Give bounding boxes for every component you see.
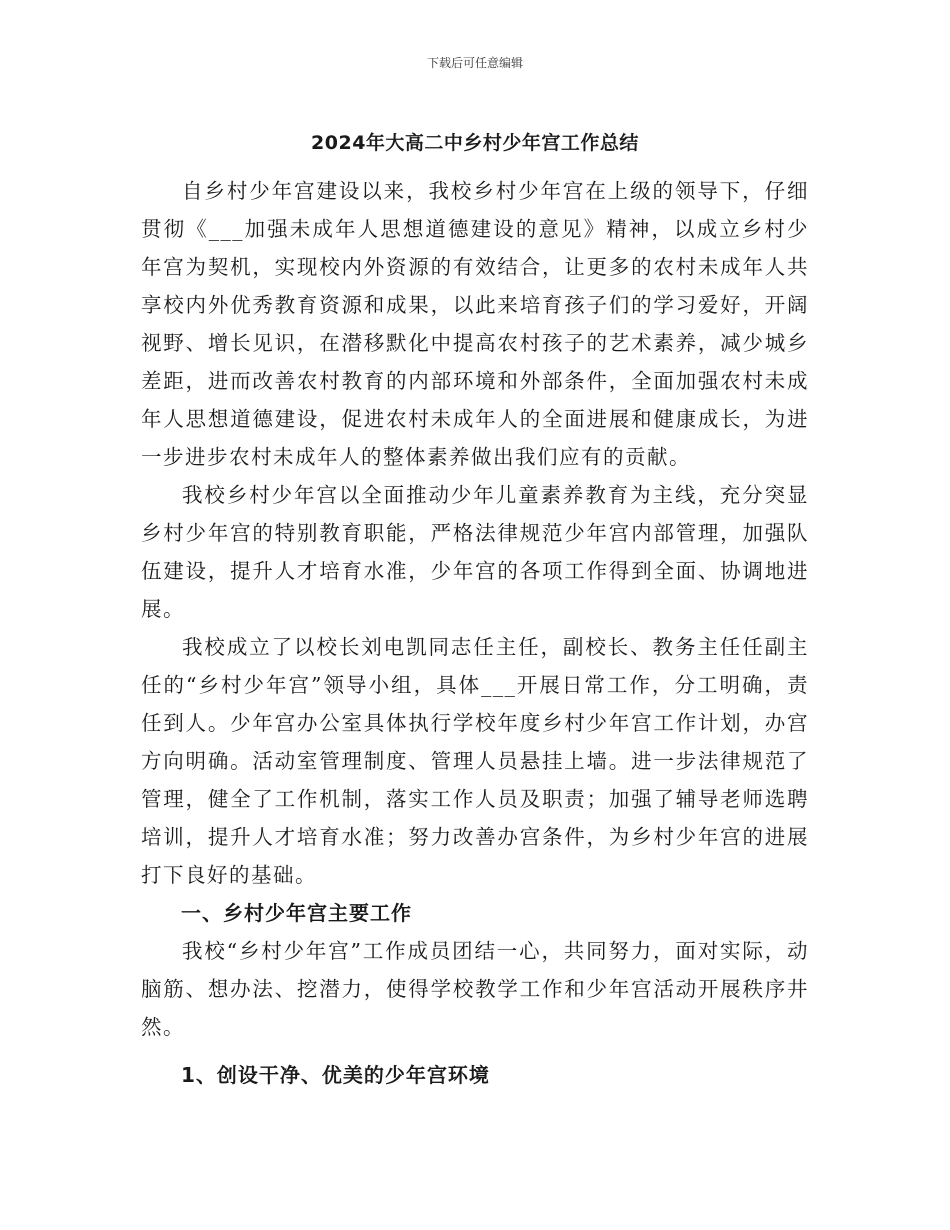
subsection-heading-environment: 1、创设干净、优美的少年宫环境 <box>181 1063 490 1087</box>
paragraph-intro: 自乡村少年宫建设以来，我校乡村少年宫在上级的领导下，仔细贯彻《___加强未成年人思想道德建设的意见》精神，以成立乡村少年宫为契机，实现校内外资源的有效结合，让更多的农村未成年人共享校内外优秀教育资源和成果，以此来培育孩子们的学习爱好，开阔视野、增长见识，在潜移默化中提高农村孩子的艺术素养，减少城乡差距，进而改善农村教育的内部环境和外部条件，全面加强农村未成年人思想道德建设，促进农村未成年人的全面进展和健康成长，为进一步进步农村未成年人的整体素养做出我们应有的贡献。 <box>141 179 809 469</box>
section-heading-main-work: 一、乡村少年宫主要工作 <box>181 901 412 925</box>
paragraph-main-line: 我校乡村少年宫以全面推动少年儿童素养教育为主线，充分突显乡村少年宫的特别教育职能，严格法律规范少年宫内部管理，加强队伍建设，提升人才培育水准，少年宫的各项工作得到全面、协调地进展。 <box>141 483 809 621</box>
header-note: 下载后可任意编辑 <box>426 56 523 70</box>
document-title: 2024年大高二中乡村少年宫工作总结 <box>311 132 639 154</box>
paragraph-team: 我校“乡村少年宫”工作成员团结一心，共同努力，面对实际，动脑筋、想办法、挖潜力，使得学校教学工作和少年宫活动开展秩序井然。 <box>141 939 809 1039</box>
document-body <box>141 172 809 1094</box>
paragraph-leadership: 我校成立了以校长刘电凯同志任主任，副校长、教务主任任副主任的“乡村少年宫”领导小组，具体___开展日常工作，分工明确，责任到人。少年宫办公室具体执行学校年度乡村少年宫工作计划，办宫方向明确。活动室管理制度、管理人员悬挂上墙。进一步法律规范了管理，健全了工作机制，落实工作人员及职责；加强了辅导老师选聘培训，提升人才培育水准；努力改善办宫条件，为乡村少年宫的进展打下良好的基础。 <box>141 635 809 887</box>
